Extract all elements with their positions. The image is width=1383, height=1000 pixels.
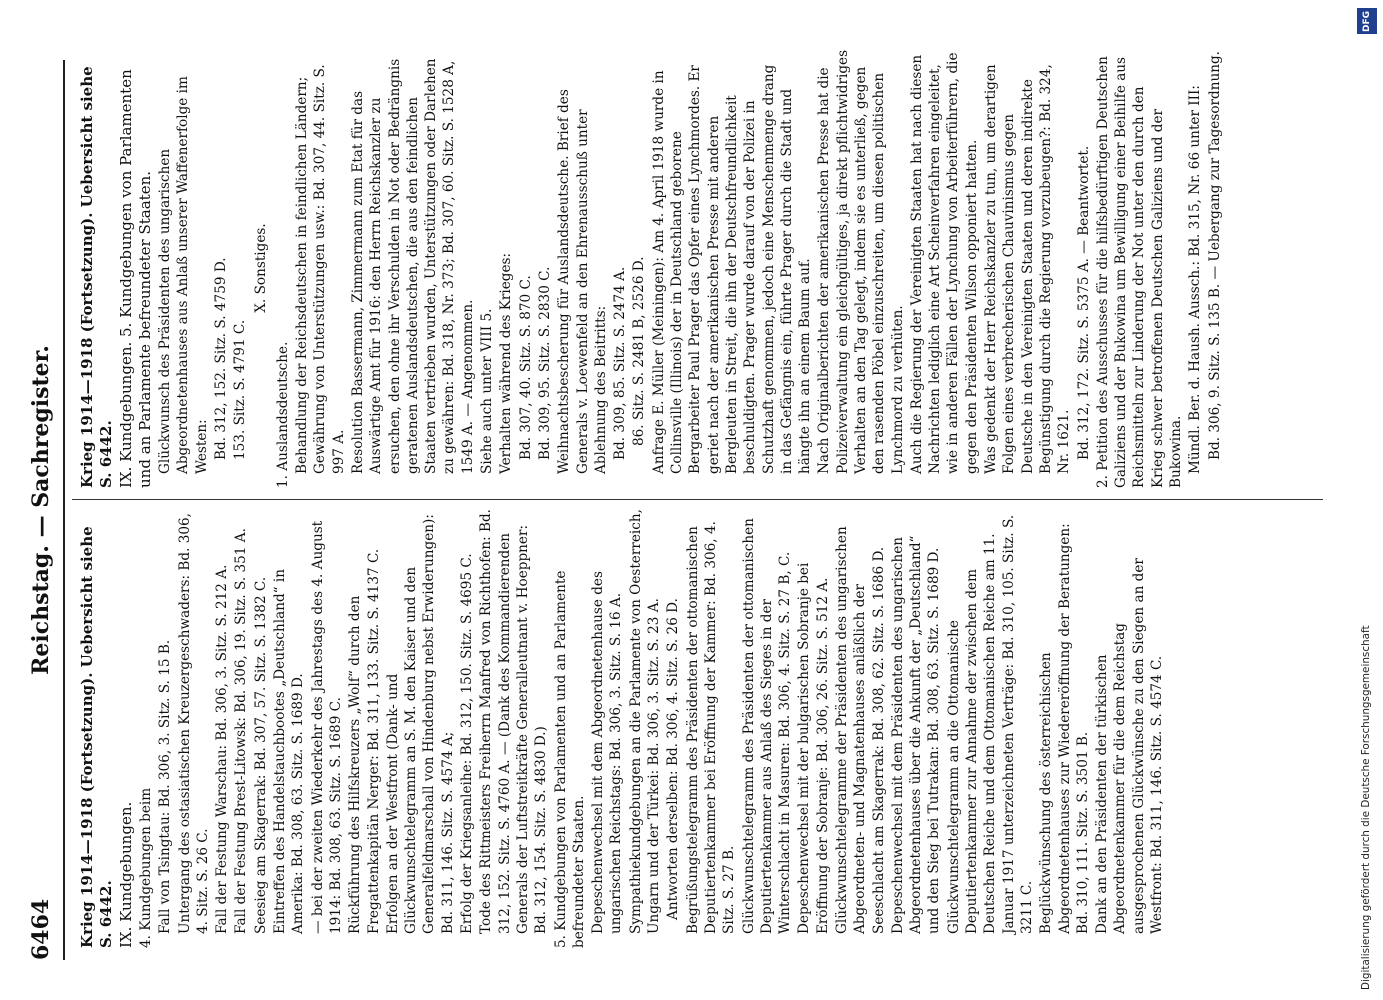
index-entry: Weihnachtsbescherung für Auslandsdeutsche. Brief des Generals v. Loewenfeld an den Ehrenausschuß unter Ablehnung des Beitritts: (556, 89, 609, 474)
index-entry: Seesieg am Skagerrak: Bd. 307, 57. Sitz. S. 1382 C. (252, 576, 269, 934)
index-entry: Begrüßungstelegramm des Präsidenten der ottomanischen Deputiertenkammer bei Eröffnung der Kammer: Bd. 306, 4. Sitz. S. 27 B. (684, 521, 738, 934)
index-entry: 4. Kundgebungen beim (138, 787, 154, 948)
left-column (78, 508, 1167, 948)
index-entry: IX. Kundgebungen. 5. Kundgebungen von Parlamenten und an Parlamente befreundeter Staaten. (117, 69, 154, 488)
index-entry: Beglückwünschung des österreichischen Abgeordnetenhauses zur Wiedereröffnung der Beratungen: Bd. 310, 111. Sitz. S. 3501 B. (1038, 523, 1091, 934)
index-entry: Depeschenwechsel mit dem Präsidenten des ungarischen Abgeordnetenhauses über die Ankunft der „Deutschland“ und den Sieg bei Tutrakan: Bd. 308, 63. Sitz. S. 1689 D. (889, 535, 943, 934)
index-entry: Eintreffen des Handelstauchbootes „Deutschland“ in Amerika: Bd. 308, 63. Sitz. S. 1689 D. (272, 568, 307, 934)
index-entry: Bd. 307, 40. Sitz. S. 870 C. (517, 275, 534, 460)
index-entry: Mündl. Ber. d. Haush. Aussch.: Bd. 315, Nr. 66 unter III: (1187, 85, 1204, 474)
index-entry: Dank an den Präsidenten der türkischen Abgeordnetenkammer für die dem Reichstag ausgesprochenen Glückwünsche zu den Siegen an der Westfront: Bd. 311, 146. Sitz. S. 4574 C. (1094, 558, 1166, 934)
index-entry: Tode des Rittmeisters Freiherrn Manfred von Richthofen: Bd. 312, 152. Sitz. S. 4760 A. — (Dank des Kommandierenden Generals der Luftstreitkräfte Generalleutnant v. Hoeppner: Bd. 312, 154. Sitz. S. 4830 D.) (478, 509, 550, 934)
index-entry: Siehe auch unter VIII 5. (479, 308, 496, 474)
index-entry: Behandlung der Reichsdeutschen in feindlichen Ländern; Gewährung von Unterstützungen usw.: Bd. 307, 44. Sitz. S. 997 A. (294, 64, 347, 474)
header-rule (63, 60, 65, 960)
index-entry: Nach Originalberichten der amerikanischen Presse hat die Polizeiverwaltung ein gleichgültiges, ja direkt pflichtwidriges Verhalten an den Tag gelegt, indem sie es unterließ, gegen den rasenden Pöbel einzuschreiten, um diesen politischen Lynchmord zu verhüten. (816, 49, 906, 474)
index-entry: Glückwunschtelegramme der Präsidenten des ungarischen Abgeordneten- und Magnatenhauses anläßlich der Seeschlacht am Skagerrak: Bd. 308, 62. Sitz. S. 1686 D. (833, 526, 887, 934)
index-entry: 153. Sitz. S. 4791 C. (232, 319, 249, 460)
index-entry: Untergang des ostasiatischen Kreuzergeschwaders: Bd. 306, 4. Sitz. S. 26 C. (176, 513, 211, 934)
index-entry: Rückführung des Hilfskreuzers „Wolf“ durch den Fregattenkapitän Nerger: Bd. 311, 133. Sitz. S. 4137 C. (347, 548, 382, 934)
index-entry: Resolution Bassermann, Zimmermann zum Etat für das Auswärtige Amt für 1916: den Herrn Reichskanzler zu ersuchen, den ohne ihr Verschulden in Not oder Bedrängnis geratenen Auslandsdeutschen, die aus den feindlichen Staaten vertrieben wurden, Unterstützungen oder Darlehen zu gewähren: Bd. 318, Nr. 373; Bd. 307, 60. Sitz. S. 1528 A, 1549 A. — Angenommen. (349, 58, 476, 474)
index-entry: Glückwunschtelegramm des Präsidenten der ottomanischen Deputiertenkammer aus Anlaß des Sieges in der Winterschlacht in Masuren: Bd. 306, 4. Sitz. S. 27 B, C. (740, 518, 794, 934)
index-entry: Bd. 309, 95. Sitz. S. 2830 C. (536, 266, 553, 460)
index-entry: Sympathiekundgebungen an die Parlamente von Oesterreich, Ungarn und der Türkei: Bd. 306, 3. Sitz. S. 23 A. (627, 509, 663, 934)
index-entry: Erfolgen an der Westfront (Dank- und Glückwunschtelegramm an S. M. den Kaiser und den Generalfeldmarschall von Hindenburg nebst Erwiderungen): Bd. 311, 146. Sitz. S. 4574 A; (384, 514, 456, 934)
index-entry: Depeschenwechsel mit der bulgarischen Sobranje bei Eröffnung der Sobranje: Bd. 306, 26. Sitz. S. 512 A. (796, 562, 831, 934)
index-entry: Krieg 1914—1918 (Fortsetzung). Uebersicht siehe S. 6442. (78, 66, 115, 488)
dfg-logo: DFG (1357, 8, 1377, 34)
index-entry: Depeschenwechsel mit dem Abgeordnetenhause des ungarischen Reichstags: Bd. 306, 3. Sitz. S. 16 A. (590, 571, 625, 934)
index-entry: Erfolg der Kriegsanleihe: Bd. 312, 150. Sitz. S. 4695 C. (459, 553, 476, 934)
index-entry: Anfrage E. Müller (Meiningen): Am 4. April 1918 wurde in Collinsville (Illinois) der in Deutschland geborene Bergarbeiter Paul Prager das Opfer eines Lynchmordes. Er geriet nach der amerikanischen Presse mit anderen Bergleuten in Streit, die ihn der Deutschfreundlichkeit beschuldigten. Prager wurde darauf von der Polizei in Schutzhaft genommen, jedoch eine Menschenmenge drang in das Gefängnis ein, führte Prager durch die Stadt und hängte ihn an einem Baum auf. (650, 64, 814, 474)
index-entry: Fall der Festung Brest-Litowsk: Bd. 306, 19. Sitz. S. 351 A. (233, 528, 250, 934)
page-number: 6464 (28, 898, 54, 960)
index-entry: Glückwunschtelegramm an die Ottomanische Deputiertenkammer zur Annahme der zwischen dem Deutschen Reiche und dem Ottomanischen Reiche am 11. Januar 1917 unterzeichneten Verträge: Bd. 310, 105. Sitz. S. 3211 C. (945, 514, 1035, 934)
index-entry: Bd. 312, 172. Sitz. S. 5375 A. — Beantwortet. (1075, 145, 1092, 460)
index-entry: Bd. 312, 152. Sitz. S. 4759 D. (212, 257, 229, 460)
index-entry: 1. Auslandsdeutsche. (274, 341, 291, 488)
index-entry: Bd. 309, 85. Sitz. S. 2474 A. (612, 266, 629, 460)
index-entry: X. Sonstiges. (253, 223, 270, 313)
index-entry: Fall von Tsingtau: Bd. 306, 3. Sitz. S. 15 B. (157, 639, 174, 934)
index-entry: — bei der zweiten Wiederkehr des Jahrestags des 4. August 1914: Bd. 308, 63. Sitz. S. 1689 C. (309, 520, 344, 934)
running-title: Reichstag. — Sachregister. (28, 345, 54, 675)
index-entry: 5. Kundgebungen von Parlamenten und an Parlamente befreundeter Staaten. (552, 570, 587, 948)
index-entry: Krieg 1914—1918 (Fortsetzung). Uebersicht siehe S. 6442. (78, 526, 115, 948)
index-entry: Glückwunsch des Präsidenten des ungarischen Abgeordnetenhauses aus Anlaß unserer Waffenerfolge im Westen: (157, 76, 210, 474)
column-rule (72, 499, 1323, 500)
index-entry: Was gedenkt der Herr Reichskanzler zu tun, um derartigen Folgen eines verbrecherischen Chauvinismus gegen Deutsche in den Vereinigten Staaten und deren indirekte Begünstigung durch die Regierung vorzubeugen?: Bd. 324, Nr. 1621. (983, 64, 1073, 474)
index-entry: Auch die Regierung der Vereinigten Staaten hat nach diesen Nachrichten lediglich eine Art Scheinverfahren eingeleitet, wie in anderen Fällen der Lynchung von Arbeiterführern, die gegen den Präsidenten Wilson opponiert hatten. (908, 52, 980, 474)
index-entry: Antworten derselben: Bd. 306, 4. Sitz. S. 26 D. (665, 598, 682, 920)
index-entry: Fall der Festung Warschau: Bd. 306, 3. Sitz. S. 212 A. (214, 564, 231, 934)
dfg-sidebar (1357, 8, 1377, 993)
index-entry: Bd. 306, 9. Sitz. S. 135 B. — Uebergang zur Tagesordnung. (1206, 51, 1223, 460)
index-entry: 86. Sitz. S. 2481 B, 2526 D. (631, 256, 648, 446)
index-entry: IX. Kundgebungen. (117, 801, 135, 948)
index-entry: 2. Petition des Ausschusses für die hilfsbedürftigen Deutschen Galiziens und der Bukowina um Bewilligung einer Beihilfe aus Reichsmitteln zur Linderung der Not unter den durch den Krieg schwer betroffenen Deutschen Galiziens und der Bukowina. (1094, 56, 1185, 488)
running-head (22, 60, 62, 960)
right-column (78, 48, 1225, 488)
index-entry: Verhalten während des Krieges: (498, 252, 515, 474)
dfg-notice: Digitalisierung gefördert durch die Deutsche Forschungsgemeinschaft (1360, 625, 1372, 990)
